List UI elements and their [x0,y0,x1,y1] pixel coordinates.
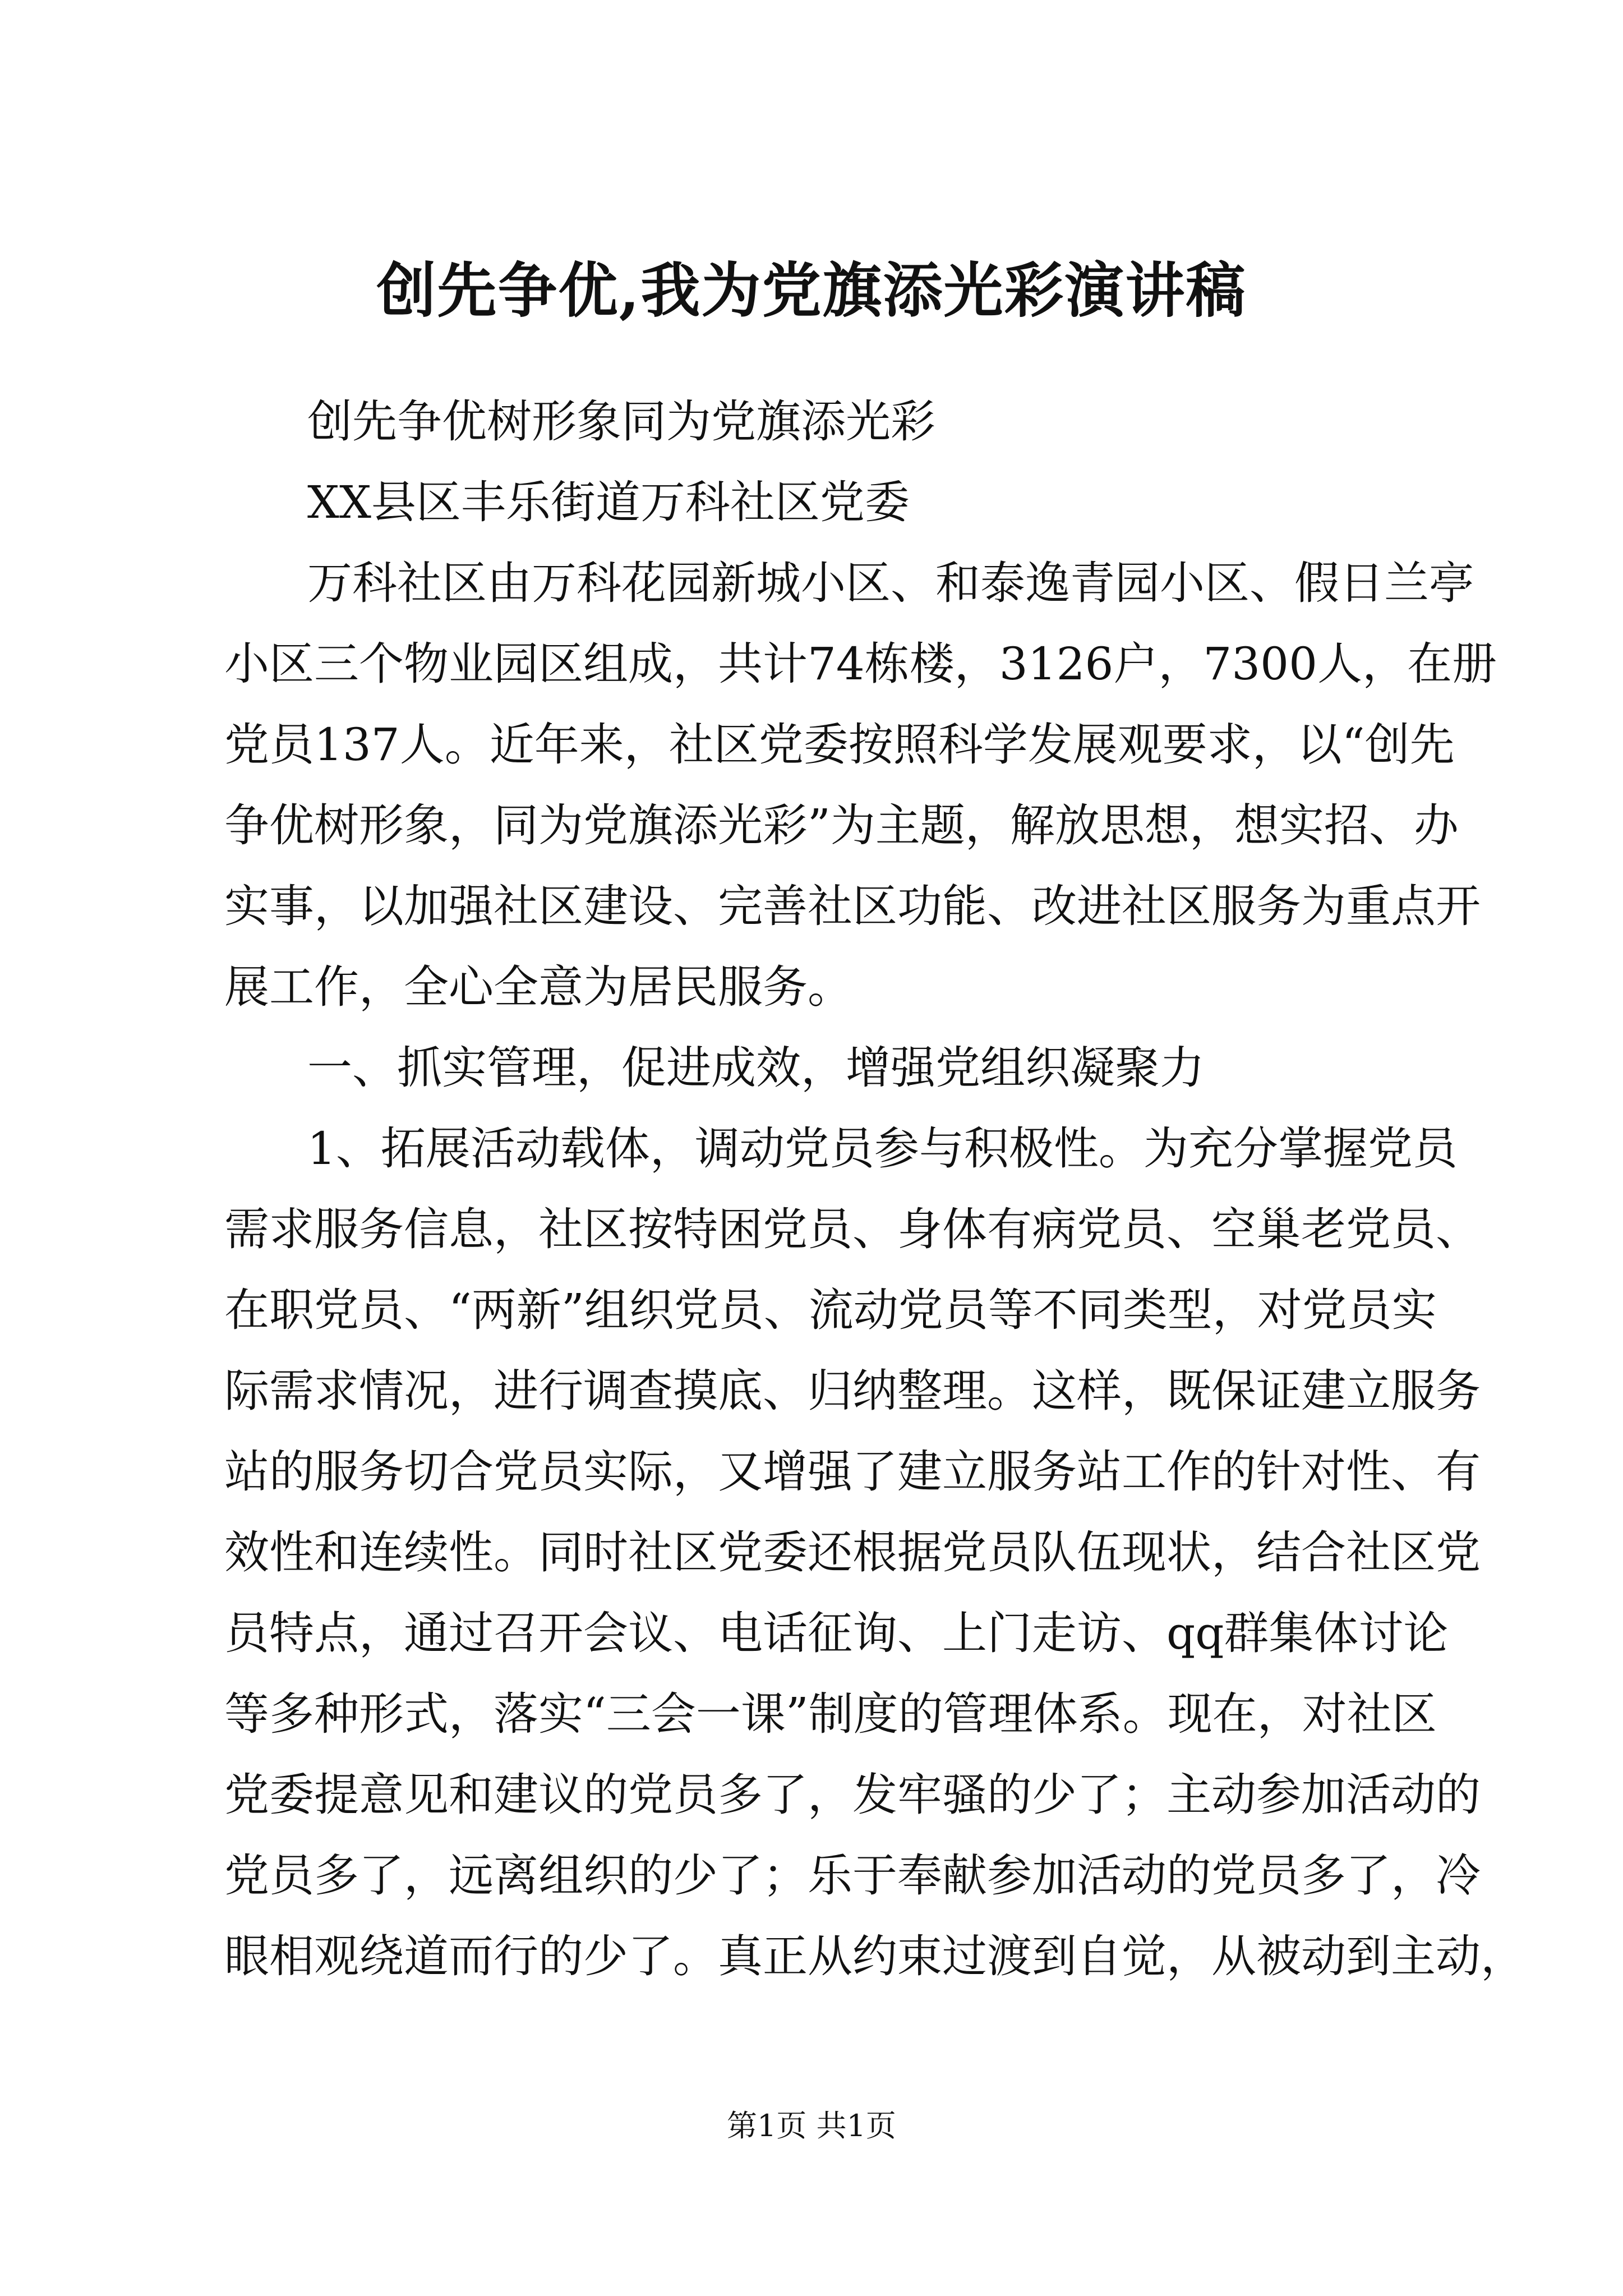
paragraph-line: 争优树形象，同为党旗添光彩”为主题，解放思想，想实招、办 [224,799,1459,852]
paragraph-line: 在职党员、“两新”组织党员、流动党员等不同类型，对党员实 [224,1284,1437,1336]
paragraph-line: 际需求情况，进行调查摸底、归纳整理。这样，既保证建立服务 [224,1365,1481,1417]
paragraph-line: 小区三个物业园区组成，共计74栋楼，3126户，7300人，在册 [224,638,1497,690]
document-title: 创先争优,我为党旗添光彩演讲稿 [376,255,1247,325]
paragraph-line: 等多种形式，落实“三会一课”制度的管理体系。现在，对社区 [224,1688,1437,1740]
paragraph-line: 需求服务信息，社区按特困党员、身体有病党员、空巢老党员、 [224,1203,1481,1255]
paragraph-line: 实事，以加强社区建设、完善社区功能、改进社区服务为重点开 [224,880,1481,932]
paragraph-line: 效性和连续性。同时社区党委还根据党员队伍现状，结合社区党 [224,1526,1481,1579]
paragraph-line: 党委提意见和建议的党员多了，发牢骚的少了；主动参加活动的 [224,1769,1481,1821]
author-line: XX县区丰乐街道万科社区党委 [307,476,910,528]
subtitle-line: 创先争优树形象同为党旗添光彩 [307,395,935,448]
paragraph-line: 眼相观绕道而行的少了。真正从约束过渡到自觉，从被动到主动， [224,1930,1525,1982]
paragraph-line: 员特点，通过召开会议、电话征询、上门走访、qq群集体讨论 [224,1607,1449,1659]
document-body [224,381,1525,1997]
paragraph-line: 党员137人。近年来，社区党委按照科学发展观要求，以“创先 [224,719,1455,771]
paragraph-line: 展工作，全心全意为居民服务。 [224,961,852,1013]
paragraph-line: 党员多了，远离组织的少了；乐于奉献参加活动的党员多了，冷 [224,1849,1481,1902]
paragraph-line: 站的服务切合党员实际，又增强了建立服务站工作的针对性、有 [224,1446,1481,1498]
paragraph-line: 万科社区由万科花园新城小区、和泰逸青园小区、假日兰亭 [307,557,1474,609]
section-heading: 一、抓实管理，促进成效，增强党组织凝聚力 [307,1042,1205,1094]
paragraph-line: 1、拓展活动载体，调动党员参与积极性。为充分掌握党员 [307,1122,1458,1175]
page-footer: 第1页 共1页 [727,2108,896,2143]
